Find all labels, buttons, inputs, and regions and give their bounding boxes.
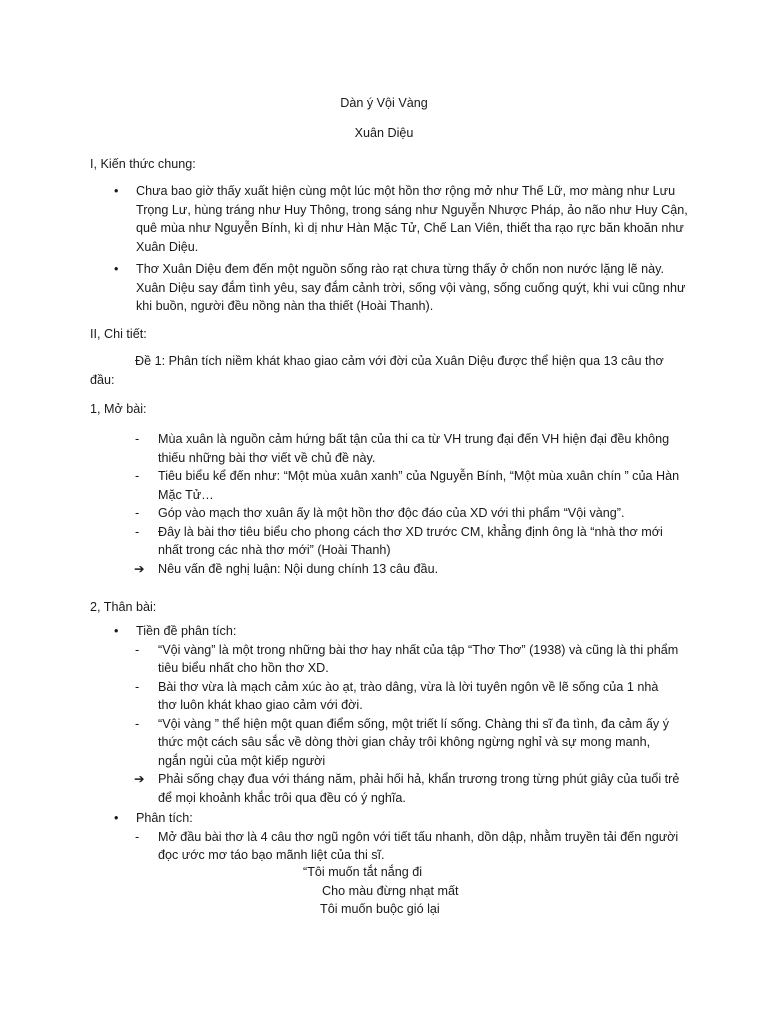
premise-dash-list [90, 641, 680, 808]
dash-marker: - [135, 469, 140, 483]
doc-author: Xuân Diệu [354, 126, 414, 140]
dash-marker: - [135, 506, 140, 520]
dash-marker: - [135, 642, 140, 657]
list-item: • Chưa bao giờ thấy xuất hiện cùng một lúc một hồn thơ rộng mở như Thế Lữ, mơ màng như Lưu Trọng Lư, hùng tráng như Huy Thông, trong sáng như Nguyễn Nhược Pháp, ảo não như Huy Cận, quê mùa như Nguyễn Bính, kì dị như Hàn Mặc Tử, Chế Lan Viên, thiết tha rạo rực băn khoăn như Xuân Diệu. [114, 184, 688, 254]
list-item: - Tiêu biểu kể đến như: “Một mùa xuân xanh” của Nguyễn Bính, “Một mùa xuân chín ” của Hàn Mặc Tử… [135, 469, 680, 502]
list-item: - Mở đầu bài thơ là 4 câu thơ ngũ ngôn với tiết tấu nhanh, dồn dập, nhằm truyền tải đến người đọc ước mơ táo bạo mãnh liệt của thi sĩ. [135, 829, 679, 862]
intro-dash-list [90, 430, 680, 578]
list-item: - “Vội vàng ” thể hiện một quan điểm sống, một triết lí sống. Chàng thi sĩ đa tình, đa cảm ấy ý thức một cách sâu sắc về dòng thời gian chảy trôi không ngừng nghỉ và sự mong manh, ngắn ngủi của một kiếp người [135, 716, 670, 768]
poem-line: “Tôi muốn tắt nắng đi [303, 865, 423, 879]
bullet-icon: • [114, 262, 119, 276]
section1-heading: I, Kiến thức chung: [90, 157, 196, 171]
section1-bullets [90, 182, 690, 316]
dash-marker: - [135, 716, 140, 731]
dash-marker: - [135, 432, 140, 446]
poem-excerpt [303, 863, 459, 919]
doc-title: Dàn ý Vội Vàng [340, 96, 428, 110]
premise-block [90, 622, 680, 865]
body-heading: 2, Thân bài: [90, 600, 157, 614]
list-item: ➔ Phải sống chạy đua với tháng năm, phải hối hả, khẩn trương trong từng phút giây của tuổi trẻ để mọi khoảnh khắc trôi qua đều có ý nghĩa. [134, 772, 680, 805]
list-item: - “Vội vàng” là một trong những bài thơ hay nhất của tập “Thơ Thơ” (1938) và cũng là thi phẩm tiêu biểu nhất cho hồn thơ XD. [135, 642, 679, 675]
dash-marker: - [135, 829, 140, 844]
list-item: - Góp vào mạch thơ xuân ấy là một hồn thơ độc đáo của XD với thi phẩm “Vội vàng”. [90, 504, 680, 523]
dash-marker: - [135, 679, 140, 694]
arrow-icon: ➔ [134, 561, 145, 576]
list-item [90, 622, 680, 641]
topic-line: Đề 1: Phân tích niềm khát khao giao cảm với đời của Xuân Diệu được thể hiện qua 13 câu thơ đầu: [90, 354, 664, 387]
list-item: - Mùa xuân là nguồn cảm hứng bất tận của thi ca từ VH trung đại đến VH hiện đại đều không thiếu những bài thơ viết về chủ đề này. [135, 432, 670, 465]
bullet-icon: • [114, 184, 119, 198]
dash-marker: - [135, 524, 140, 539]
list-item: ➔ Nêu vấn đề nghị luận: Nội dung chính 13 câu đầu. [90, 560, 680, 579]
list-item [90, 809, 680, 828]
bullet-icon: • [114, 624, 119, 638]
intro-heading: 1, Mở bài: [90, 402, 147, 416]
premise-label: Tiền đề phân tích: [136, 624, 237, 638]
arrow-icon: ➔ [134, 772, 145, 786]
bullet-icon: • [114, 811, 119, 825]
analysis-label: Phân tích: [136, 811, 193, 825]
analysis-dash-list [90, 828, 680, 865]
section2-heading: II, Chi tiết: [90, 327, 147, 341]
list-item: - Bài thơ vừa là mạch cảm xúc ào ạt, trào dâng, vừa là lời tuyên ngôn về lẽ sống của 1 nhà thơ luôn khát khao giao cảm với đời. [135, 679, 659, 712]
poem-line: Tôi muốn buộc gió lại [320, 902, 440, 916]
poem-line: Cho màu đừng nhạt mất [322, 883, 459, 898]
list-item: - Đây là bài thơ tiêu biểu cho phong cách thơ XD trước CM, khẳng định ông là “nhà thơ mới nhất trong các nhà thơ mới” (Hoài Thanh) [135, 524, 663, 557]
list-item: • Thơ Xuân Diệu đem đến một nguồn sống rào rạt chưa từng thấy ở chốn non nước lặng lẽ này. Xuân Diệu say đắm tình yêu, say đắm cảnh trời, sống vội vàng, sống cuống quýt, khi vui cũng như khi buồn, người đều nồng nàn tha thiết (Hoài Thanh). [114, 262, 686, 313]
